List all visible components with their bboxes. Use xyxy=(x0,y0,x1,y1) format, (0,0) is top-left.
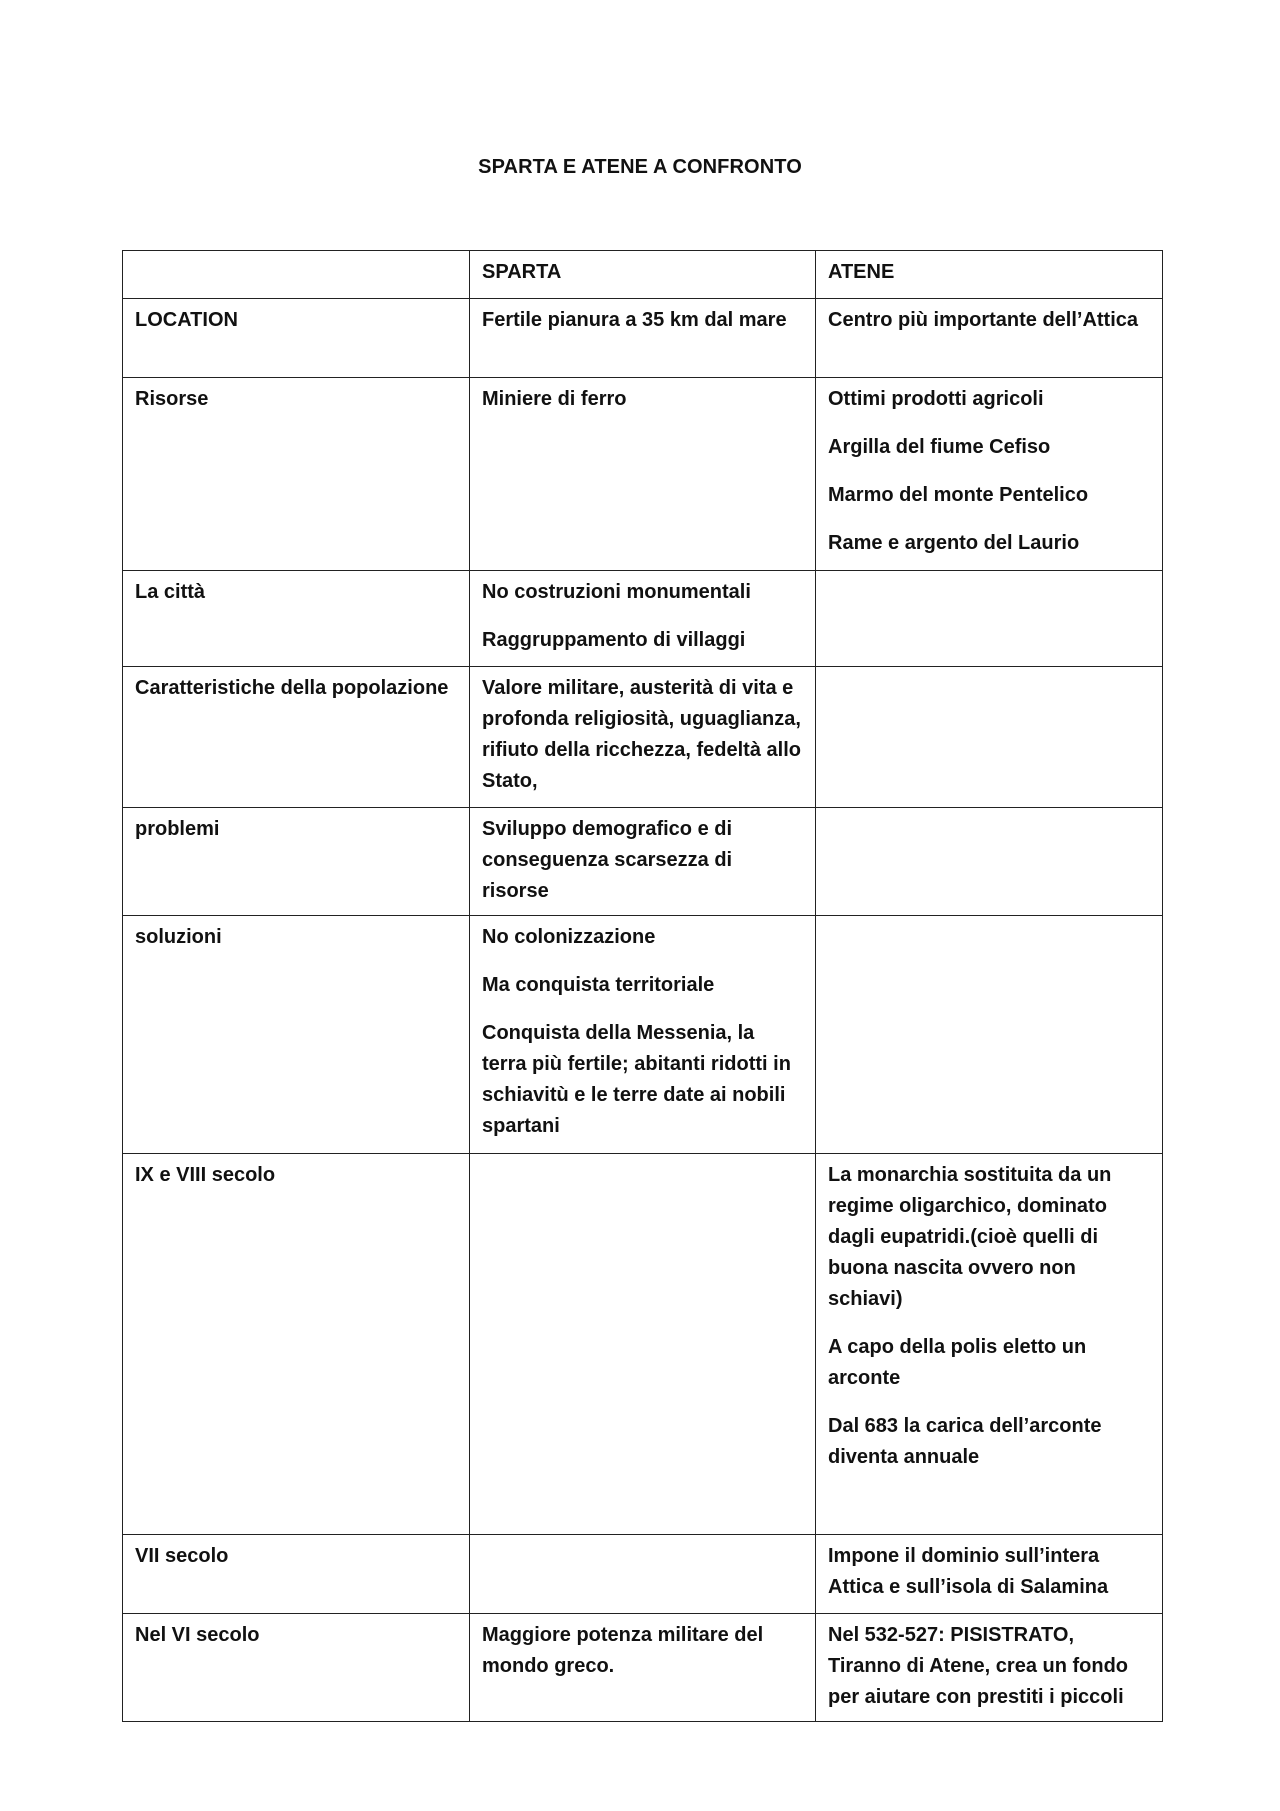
row-label: problemi xyxy=(123,808,470,916)
page-title: SPARTA E ATENE A CONFRONTO xyxy=(478,156,802,178)
cell-text: Valore militare, austerità di vita e profonda religiosità, uguaglianza, rifiuto della ricchezza, fedeltà allo Stato, xyxy=(482,677,801,792)
row-label: LOCATION xyxy=(123,299,470,378)
cell-text: Miniere di ferro xyxy=(482,388,627,410)
cell-text: Ma conquista territoriale xyxy=(482,974,715,996)
cell-text: No colonizzazione xyxy=(482,926,656,948)
header-cell-sparta: SPARTA xyxy=(470,251,816,299)
sparta-cell xyxy=(470,1154,816,1535)
atene-cell xyxy=(816,378,1163,571)
cell-text: La monarchia sostituita da un regime oligarchico, dominato dagli eupatridi.(cioè quelli di buona nascita ovvero non schiavi) xyxy=(828,1164,1112,1310)
cell-text: Dal 683 la carica dell’arconte diventa annuale xyxy=(828,1415,1102,1468)
cell-text: Argilla del fiume Cefiso xyxy=(828,436,1051,458)
table-row xyxy=(123,916,1163,1154)
row-label: IX e VIII secolo xyxy=(123,1154,470,1535)
table-row xyxy=(123,571,1163,667)
table-row xyxy=(123,1154,1163,1535)
table-header-row xyxy=(123,251,1163,299)
row-label: Risorse xyxy=(123,378,470,571)
table-row xyxy=(123,378,1163,571)
cell-text: Ottimi prodotti agricoli xyxy=(828,388,1044,410)
cell-text: Marmo del monte Pentelico xyxy=(828,484,1089,506)
cell-text: Rame e argento del Laurio xyxy=(828,532,1080,554)
sparta-cell xyxy=(470,378,816,571)
sparta-cell xyxy=(470,571,816,667)
sparta-cell xyxy=(470,1535,816,1614)
table-row xyxy=(123,808,1163,916)
comparison-table xyxy=(122,250,1163,1722)
row-label: La città xyxy=(123,571,470,667)
cell-text: Maggiore potenza militare del mondo greco. xyxy=(482,1624,764,1677)
sparta-cell xyxy=(470,1614,816,1722)
sparta-cell xyxy=(470,667,816,808)
atene-cell xyxy=(816,571,1163,667)
atene-cell xyxy=(816,916,1163,1154)
cell-text: Impone il dominio sull’intera Attica e sull’isola di Salamina xyxy=(828,1545,1109,1598)
row-label: Caratteristiche della popolazione xyxy=(123,667,470,808)
row-label: VII secolo xyxy=(123,1535,470,1614)
cell-text: No costruzioni monumentali xyxy=(482,581,751,603)
cell-text: Raggruppamento di villaggi xyxy=(482,629,746,651)
cell-text: Centro più importante dell’Attica xyxy=(828,309,1139,331)
table-row xyxy=(123,299,1163,378)
atene-cell xyxy=(816,667,1163,808)
cell-text: A capo della polis eletto un arconte xyxy=(828,1336,1087,1389)
row-label: soluzioni xyxy=(123,916,470,1154)
table-row xyxy=(123,1535,1163,1614)
cell-text: Fertile pianura a 35 km dal mare xyxy=(482,309,787,331)
sparta-cell xyxy=(470,299,816,378)
cell-text: Nel 532-527: PISISTRATO, Tiranno di Atene, crea un fondo per aiutare con prestiti i piccoli xyxy=(828,1624,1129,1708)
row-label: Nel VI secolo xyxy=(123,1614,470,1722)
header-cell-empty xyxy=(123,251,470,299)
atene-cell xyxy=(816,1535,1163,1614)
table-row xyxy=(123,667,1163,808)
sparta-cell xyxy=(470,916,816,1154)
cell-text: Sviluppo demografico e di conseguenza scarsezza di risorse xyxy=(482,818,733,902)
atene-cell xyxy=(816,1614,1163,1722)
header-cell-atene: ATENE xyxy=(816,251,1163,299)
table-row xyxy=(123,1614,1163,1722)
atene-cell xyxy=(816,808,1163,916)
cell-text: Conquista della Messenia, la terra più fertile; abitanti ridotti in schiavitù e le terre date ai nobili spartani xyxy=(482,1022,791,1137)
atene-cell xyxy=(816,299,1163,378)
sparta-cell xyxy=(470,808,816,916)
atene-cell xyxy=(816,1154,1163,1535)
